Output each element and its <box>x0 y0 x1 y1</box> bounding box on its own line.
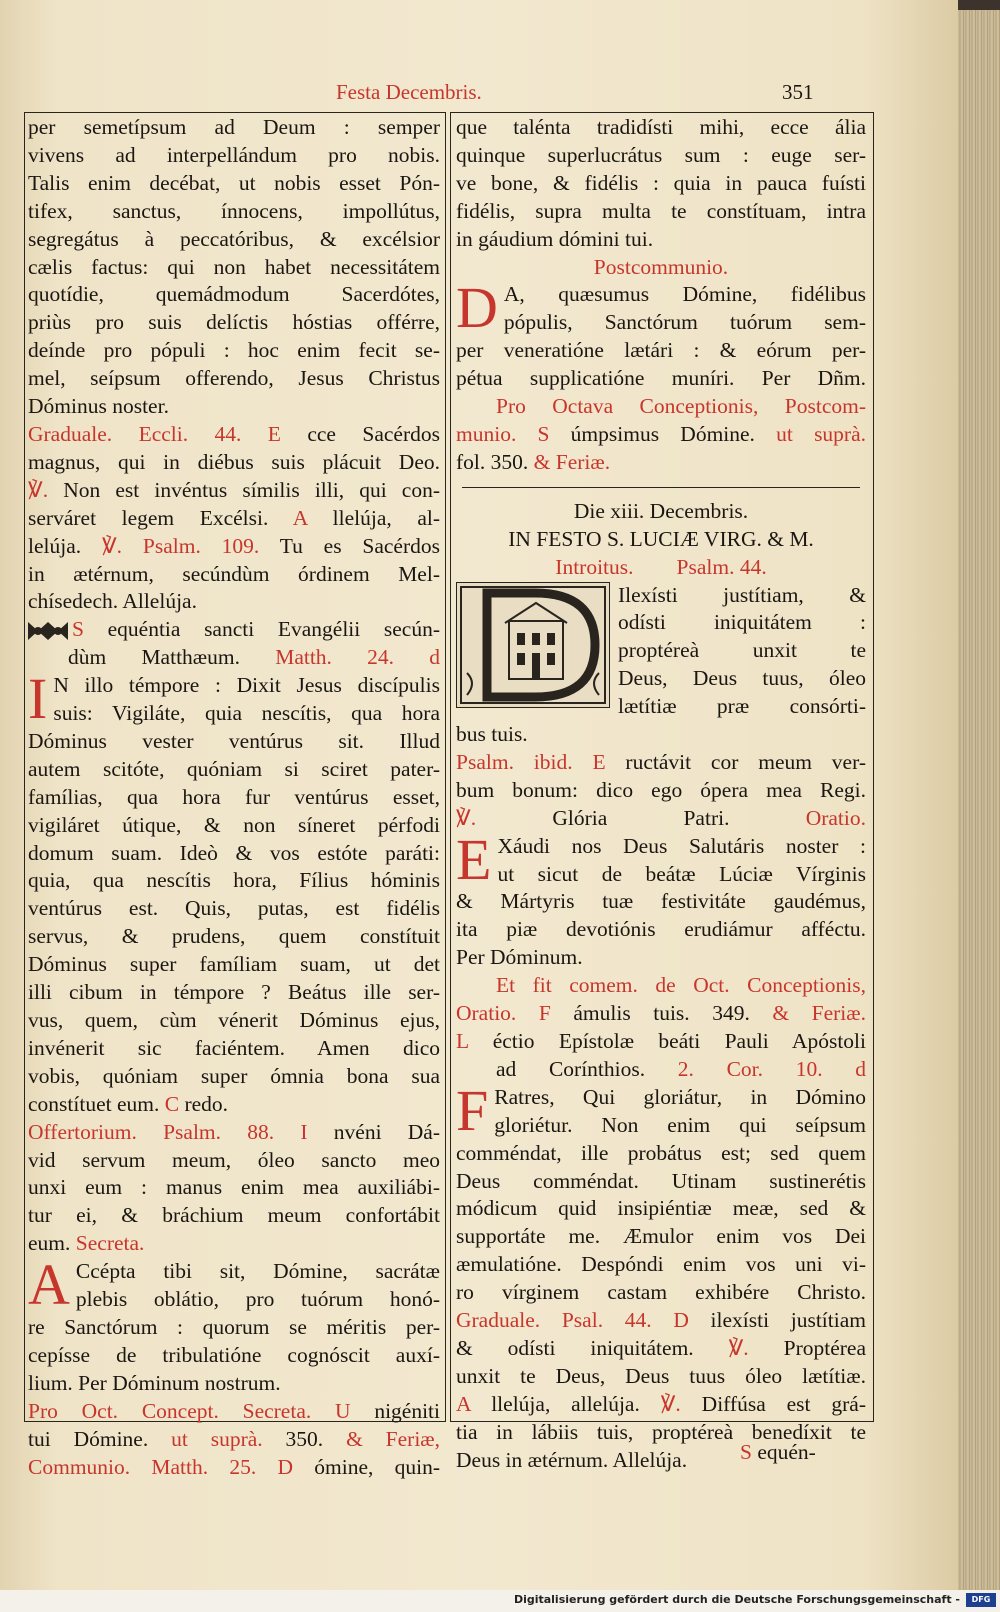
line-text: N illo témpore : Dixit Jesus discípulis <box>53 673 440 698</box>
rubric: ℣. <box>728 1335 749 1360</box>
line-text: Xáudi nos Deus Salutáris noster : <box>497 833 866 858</box>
rubric: Graduale. Eccli. 44. E <box>28 421 281 446</box>
catchword <box>740 1440 816 1465</box>
text-line <box>28 951 440 979</box>
line-text: odísti iniquitátem : <box>618 610 866 635</box>
line-text: deínde pro pópuli : hoc enim fecit se- <box>28 338 440 363</box>
line-text: cepísse de tribulatióne cognóscit auxí- <box>28 1342 440 1367</box>
drop-cap-initial: I <box>28 666 48 732</box>
text-line <box>28 281 440 309</box>
text-line <box>28 700 440 728</box>
text-line <box>28 756 440 784</box>
rubric: A <box>292 505 308 530</box>
line-text: ve bone, & fidélis : quia in pauca fuísti <box>456 170 866 195</box>
text-line <box>28 1174 440 1202</box>
line-text: serváret legem Excélsi. <box>28 505 293 530</box>
text-line <box>28 1007 440 1035</box>
rubric: Psalm. ibid. E <box>456 749 606 774</box>
section-rule <box>462 487 860 488</box>
line-text: quotídie, quemádmodum Sacerdótes, <box>28 282 440 307</box>
line-text: cælis factus: qui non habet necessitátem <box>28 254 440 279</box>
text-line <box>456 114 866 142</box>
text-line <box>28 505 440 533</box>
text-line <box>456 498 866 526</box>
line-text: famílias, qua hora fur ventúrus esset, <box>28 784 440 809</box>
line-text: dùm Matthæum. <box>68 645 276 670</box>
line-text: comméndat, ille probátus est; sed quem <box>456 1140 866 1165</box>
line-text: ventúrus est. Quis, putas, est fidélis <box>28 896 440 921</box>
line-text: segregátus à peccatóribus, & excélsior <box>28 226 440 251</box>
line-text: supportáte me. Æmulor enim vos Dei <box>456 1224 866 1249</box>
text-line <box>456 526 866 554</box>
line-text: invénerit sic faciéntem. Amen dico <box>28 1035 440 1060</box>
line-text: unxi eum : manus enim mea auxiliábi- <box>28 1175 440 1200</box>
text-line <box>456 421 866 449</box>
line-text: ut sicut de beátæ Lúciæ Vírginis <box>497 861 866 886</box>
line-text: bum bonum: dico ego ópera mea Regi. <box>456 777 866 802</box>
text-line <box>456 777 866 805</box>
line-text: servus, & prudens, quem constítuit <box>28 924 440 949</box>
text-line <box>28 923 440 951</box>
text-line <box>456 749 866 777</box>
line-text: vivens ad interpellándum pro nobis. <box>28 142 440 167</box>
line-text: bus tuis. <box>456 722 528 747</box>
dfg-logo: DFG <box>966 1593 996 1607</box>
line-text: ómine, quin- <box>293 1454 440 1479</box>
line-text: unxit te Deus, Deus tuus óleo lætítiæ. <box>456 1363 866 1388</box>
woodcut-initial-block <box>456 582 866 749</box>
rubric: & Feriæ, <box>346 1426 441 1451</box>
line-text: llelúja, al- <box>307 505 441 530</box>
line-text: úmpsimus Dómine. <box>549 421 777 446</box>
text-line <box>456 226 866 254</box>
line-text: 350. <box>262 1426 347 1451</box>
text-line <box>456 1000 866 1028</box>
rubric: Et fit comem. de Oct. Conceptionis, <box>496 973 866 998</box>
text-line <box>28 1454 440 1482</box>
line-text: lium. Per Dóminum nostrum. <box>28 1370 281 1395</box>
line-text: ro vírginem castam exhibére Christo. <box>456 1280 866 1305</box>
text-line <box>28 1370 440 1398</box>
drop-cap-initial: D <box>456 275 498 341</box>
right-column <box>456 114 866 1475</box>
rubric: Graduale. Psal. 44. D <box>456 1308 689 1333</box>
fleuron-ornament-icon <box>28 620 68 642</box>
line-text: per veneratióne lætári : & eórum per- <box>456 338 866 363</box>
text-line <box>28 895 440 923</box>
text-line <box>456 1168 866 1196</box>
rubric: Offertorium. Psalm. 88. I <box>28 1119 308 1144</box>
text-line <box>28 1286 440 1314</box>
line-text: eum. <box>28 1231 76 1256</box>
text-line <box>28 644 440 672</box>
line-text: Dóminus super famíliam suam, ut det <box>28 952 440 977</box>
drop-cap-initial: F <box>456 1077 489 1143</box>
text-line <box>456 393 866 421</box>
text-line <box>456 1195 866 1223</box>
line-text: A, quæsumus Dómine, fidélibus <box>503 282 866 307</box>
text-line <box>456 1363 866 1391</box>
text-line <box>28 1398 440 1426</box>
text-line <box>28 588 440 616</box>
text-line <box>28 142 440 170</box>
feast-heading: Die xiii. Decembris. <box>573 498 749 523</box>
rubric: S <box>72 617 84 642</box>
page-edges <box>958 10 1000 1590</box>
line-text: ámulis tuis. 349. <box>550 1001 773 1026</box>
rubric: Pro Oct. Concept. Secreta. U <box>28 1398 351 1423</box>
line-text: magnus, qui in diébus suis plácuit Deo. <box>28 449 440 474</box>
line-text: fol. 350. <box>456 449 534 474</box>
text-line <box>28 784 440 812</box>
line-text: nigéniti <box>350 1398 440 1423</box>
text-line <box>28 561 440 589</box>
text-line <box>456 254 866 282</box>
line-text: lætítiæ præ consórti- <box>618 694 866 719</box>
line-text: Dóminus vester ventúrus sit. Illud <box>28 728 440 753</box>
line-text: fidélis, supra multa te constítuam, intra <box>456 198 866 223</box>
line-text: que talénta tradidísti mihi, ecce ália <box>456 115 866 139</box>
rubric: Oratio. <box>805 805 866 830</box>
text-line <box>28 812 440 840</box>
text-line <box>456 337 866 365</box>
line-text: proptéreà unxit te <box>618 638 866 663</box>
line-text: plebis oblátio, pro tuórum honó- <box>75 1287 440 1312</box>
text-line <box>28 840 440 868</box>
text-line <box>456 944 866 972</box>
line-text: vus, quem, cùm vénerit Dóminus ejus, <box>28 1008 440 1032</box>
line-text: éctio Epístolæ beáti Pauli Apóstoli <box>468 1029 866 1053</box>
text-line <box>456 449 866 477</box>
line-text: constítuet eum. <box>28 1091 165 1116</box>
line-text: redo. <box>179 1091 229 1116</box>
line-text: lelúja. <box>28 533 102 558</box>
line-text: vigiláret útique, & non síneret pérfodi <box>28 812 440 837</box>
text-line <box>456 1251 866 1279</box>
text-line <box>28 309 440 337</box>
rubric: ut suprà. <box>776 421 867 446</box>
text-line <box>28 254 440 282</box>
line-text: Dóminus noster. <box>28 394 169 419</box>
line-text: gloriétur. Non enim qui seípsum <box>494 1112 866 1137</box>
text-line <box>456 170 866 198</box>
text-line <box>456 1223 866 1251</box>
running-head: Festa Decembris. <box>336 80 482 104</box>
text-line <box>28 198 440 226</box>
catchword-initial: S <box>740 1440 752 1464</box>
text-line <box>28 1426 440 1454</box>
rubric: Oratio. F <box>456 1001 551 1026</box>
rubric-heading: Introitus. Psalm. 44. <box>555 554 767 579</box>
rubric: ℣. <box>660 1391 681 1416</box>
text-line <box>456 721 866 749</box>
feast-heading: IN FESTO S. LUCIÆ VIRG. & M. <box>508 526 814 551</box>
line-text: vobis, quóniam super ómnia bona sua <box>28 1063 440 1088</box>
rubric: C <box>164 1091 180 1116</box>
line-text: Proptérea <box>748 1335 866 1360</box>
woodcut-initial-d-icon <box>456 582 610 708</box>
text-line <box>28 365 440 393</box>
text-line <box>28 337 440 365</box>
text-line <box>456 916 866 944</box>
text-line <box>456 1028 866 1056</box>
text-line <box>28 979 440 1007</box>
footer-credit: Digitalisierung gefördert durch die Deutsche Forschungsgemeinschaft - <box>513 1593 960 1606</box>
line-text: ad Corínthios. <box>496 1056 678 1081</box>
text-line <box>456 1391 866 1419</box>
line-text: quia, qua nescítis hora, Fílius hóminis <box>28 868 440 893</box>
line-text: in ætérnum, secúndùm órdinem Mel- <box>28 561 440 586</box>
line-text: tia in lábiis tuis, proptéreà benedíxit te <box>456 1419 866 1444</box>
line-text: Ratres, Qui gloriátur, in Dómino <box>494 1084 866 1109</box>
line-text: ilexísti justítiam <box>688 1308 866 1333</box>
line-text: llelúja, allelúja. <box>470 1391 661 1416</box>
line-text: Talis enim decébat, ut nobis esset Pón- <box>28 170 440 195</box>
text-line <box>456 554 866 582</box>
text-line <box>456 888 866 916</box>
text-line <box>28 1091 440 1119</box>
text-line <box>28 728 440 756</box>
digitization-footer <box>0 1590 1000 1612</box>
text-line <box>28 226 440 254</box>
text-line <box>456 805 866 833</box>
line-text: ructávit cor meum ver- <box>605 749 866 774</box>
line-text: Non est invéntus símilis illi, qui con- <box>48 477 440 502</box>
rubric: ℣. <box>456 805 477 830</box>
rubric: & Feriæ. <box>772 1001 866 1026</box>
text-line <box>28 114 440 142</box>
text-line <box>28 1342 440 1370</box>
text-line <box>28 1202 440 1230</box>
text-line <box>28 867 440 895</box>
line-text: re Sanctórum : quorum se méritis per- <box>28 1314 440 1339</box>
text-line <box>28 421 440 449</box>
rubric: munio. S <box>456 421 550 446</box>
line-text: & Mártyris tuæ festivitáte gaudémus, <box>456 889 866 914</box>
rubric: 2. Cor. 10. d <box>677 1056 866 1081</box>
rubric-heading: Postcommunio. <box>593 254 729 279</box>
text-line <box>456 198 866 226</box>
line-text: mel, seípsum offerendo, Jesus Christus <box>28 366 440 391</box>
line-text: pópulis, Sanctórum tuórum sem- <box>503 310 866 335</box>
line-text: Glória Patri. <box>476 805 806 830</box>
rubric: Pro Octava Conceptionis, Postcom- <box>496 394 866 419</box>
left-column <box>28 114 440 1481</box>
text-line <box>456 861 866 889</box>
rubric: & Feriæ. <box>533 449 611 474</box>
rubric: ut suprà. <box>171 1426 263 1451</box>
line-text: Per Dóminum. <box>456 945 583 970</box>
text-line <box>28 449 440 477</box>
line-text: tifex, sanctus, ínnocens, impollútus, <box>28 198 440 223</box>
text-line <box>456 1335 866 1363</box>
text-line <box>28 1035 440 1063</box>
text-line <box>456 972 866 1000</box>
line-text: Deus in ætérnum. Allelúja. <box>456 1447 688 1472</box>
line-text: pétua supplicatióne muníri. Per Dñm. <box>456 366 866 391</box>
line-text: Ilexísti justítiam, & <box>618 582 866 607</box>
text-line <box>456 1056 866 1084</box>
line-text: tur ei, & bráchium meum confortábit <box>28 1203 440 1228</box>
text-line <box>456 1112 866 1140</box>
rubric: A <box>456 1391 471 1416</box>
line-text: cce Sacérdos <box>280 421 440 446</box>
rubric: Communio. Matth. 25. D <box>28 1454 293 1479</box>
drop-cap-initial: A <box>28 1252 70 1318</box>
catchword-text: equén- <box>751 1440 816 1464</box>
text-line <box>456 1140 866 1168</box>
line-text: Deus, Deus tuus, óleo <box>618 666 866 691</box>
rubric: Matth. 24. d <box>275 645 440 670</box>
rubric: L <box>456 1029 469 1053</box>
page-number: 351 <box>782 80 814 104</box>
line-text: in gáudium dómini tui. <box>456 226 654 251</box>
line-text: tui Dómine. <box>28 1426 172 1451</box>
line-text: & odísti iniquitátem. <box>456 1335 729 1360</box>
text-line <box>28 1147 440 1175</box>
text-line <box>456 142 866 170</box>
rubric: ℣. <box>28 477 49 502</box>
text-line <box>456 365 866 393</box>
line-text: nvéni Dá- <box>307 1119 441 1144</box>
line-text: domum suam. Ideò & vos estóte paráti: <box>28 840 440 865</box>
text-line <box>456 309 866 337</box>
line-text: ita piæ devotiónis erudiámur afféctu. <box>456 917 866 942</box>
line-text: illi cibum in témpore ? Beátus ille ser- <box>28 980 440 1005</box>
text-line <box>28 1063 440 1091</box>
line-text: Deus comméndat. Utinam sustinerétis <box>456 1168 866 1193</box>
line-text: æmulatióne. Despóndi enim vos uni vi- <box>456 1252 866 1277</box>
line-text: per semetípsum ad Deum : semper <box>28 115 440 139</box>
line-text: suis: Vigiláte, quia nescítis, qua hora <box>53 701 440 726</box>
line-text: priùs pro suis delíctis hóstias offérre, <box>28 310 440 335</box>
text-line <box>28 533 440 561</box>
line-text: módicum quid insipiéntiæ meæ, sed & <box>456 1196 866 1221</box>
line-text: Tu es Sacérdos <box>259 533 440 558</box>
text-line <box>28 1314 440 1342</box>
line-text: Diffúsa est grá- <box>680 1391 866 1416</box>
text-line <box>456 1307 866 1335</box>
line-text: equéntia sancti Evangélii secún- <box>83 617 440 642</box>
text-line <box>28 1230 440 1258</box>
text-line <box>28 1119 440 1147</box>
line-text: quinque superlucrátus sum : euge ser- <box>456 142 866 167</box>
text-line <box>28 393 440 421</box>
line-text: Ccépta tibi sit, Dómine, sacrátæ <box>75 1259 440 1284</box>
text-line <box>28 170 440 198</box>
line-text: chísedech. Allelúja. <box>28 589 197 614</box>
text-line <box>456 1279 866 1307</box>
drop-cap-initial: E <box>456 826 492 892</box>
text-line <box>28 477 440 505</box>
rubric: ℣. Psalm. 109. <box>101 533 260 558</box>
rubric: Secreta. <box>75 1231 145 1256</box>
text-line <box>28 616 440 644</box>
line-text: vid servum meum, óleo sancto meo <box>28 1147 440 1172</box>
line-text: autem scitóte, quóniam si sciret pater- <box>28 756 440 781</box>
